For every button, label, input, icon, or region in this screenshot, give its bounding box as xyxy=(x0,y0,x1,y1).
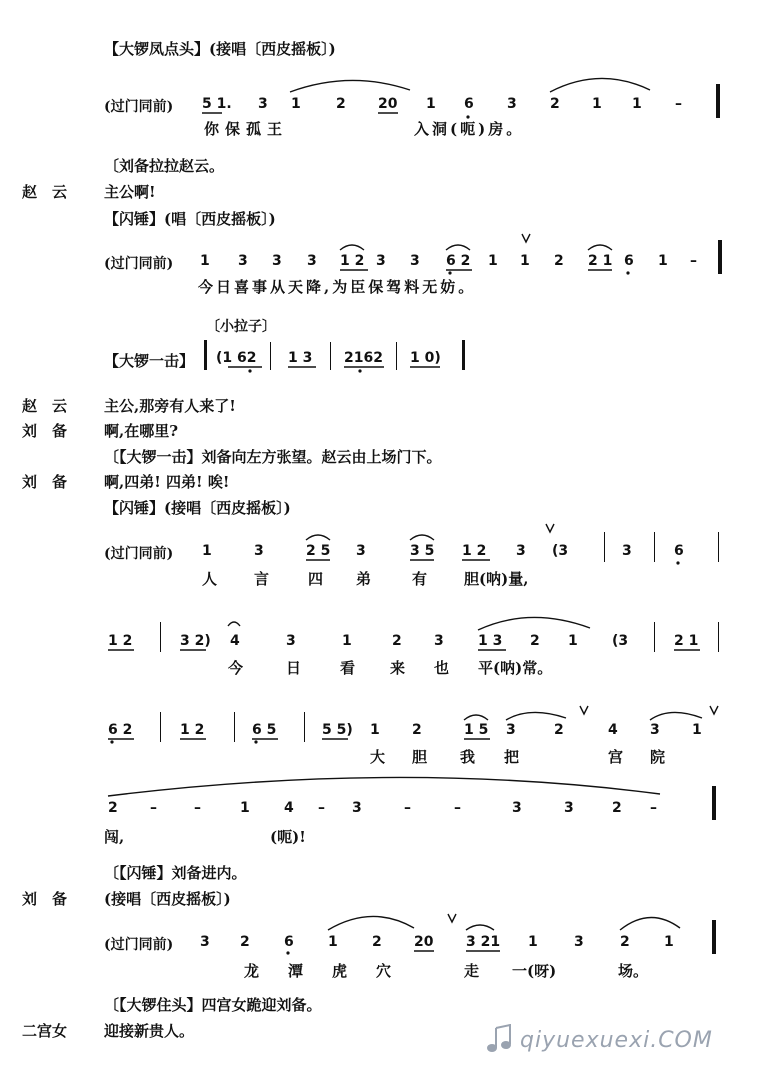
barline xyxy=(396,342,397,370)
note: 1 2 xyxy=(340,253,365,269)
note: 1 xyxy=(488,253,498,269)
note: 2 xyxy=(240,934,250,950)
note: 1 xyxy=(426,96,436,112)
barline xyxy=(160,622,161,652)
slur xyxy=(464,715,488,720)
lyric: 虎 xyxy=(332,962,348,980)
note: 2 xyxy=(412,722,422,738)
lyric: 来 xyxy=(390,659,406,677)
note: 2 xyxy=(392,633,402,649)
slur xyxy=(466,925,494,930)
note: 3 xyxy=(574,934,584,950)
note: 2 xyxy=(620,934,630,950)
speech-line: 啊,四弟! 四弟! 唉! xyxy=(104,473,230,491)
note: 3 xyxy=(356,543,366,559)
interlude-prefix: (过门同前) xyxy=(104,937,174,953)
note: – xyxy=(650,800,657,816)
lyric: 大 xyxy=(370,748,386,766)
note: 5 1. xyxy=(202,96,232,112)
note: – xyxy=(318,800,325,816)
role-liu-bei: 刘 备 xyxy=(22,890,68,908)
music-note-icon xyxy=(486,1024,514,1054)
note: 3 xyxy=(376,253,386,269)
lyric: 潭 xyxy=(288,962,304,980)
lyric: 闯, xyxy=(104,828,125,846)
note: 1 xyxy=(240,800,250,816)
note: 2 xyxy=(550,96,560,112)
octave-dot xyxy=(358,369,361,372)
lyric: 胆(呐)量, xyxy=(464,570,529,588)
end-barline xyxy=(716,84,720,118)
lyric: (呃)! xyxy=(270,828,306,846)
note: 1 xyxy=(291,96,301,112)
end-barline xyxy=(712,920,716,954)
note: 3 xyxy=(352,800,362,816)
slur xyxy=(620,917,680,930)
octave-dot xyxy=(286,951,289,954)
cue-xiao-la-zi: 〔小拉子〕 xyxy=(206,319,276,335)
note: – xyxy=(150,800,157,816)
stage-direction-1: 〔刘备拉拉赵云。 xyxy=(104,157,225,175)
octave-dot xyxy=(676,561,679,564)
octave-dot xyxy=(110,740,113,743)
note: 3 xyxy=(512,800,522,816)
lyric: 今 xyxy=(228,659,244,677)
fermata xyxy=(228,622,240,626)
note: 1 2 xyxy=(462,543,487,559)
note: 1 2 xyxy=(108,633,133,649)
note: 2 xyxy=(612,800,622,816)
slur xyxy=(506,712,566,720)
note: 3 xyxy=(507,96,517,112)
note: 3 xyxy=(307,253,317,269)
note: 1 xyxy=(632,96,642,112)
interlude-prefix: (过门同前) xyxy=(104,256,174,272)
breath-mark xyxy=(580,706,588,714)
slur xyxy=(446,245,470,250)
note: 6 2 xyxy=(108,722,133,738)
lyric: 胆 xyxy=(412,748,428,766)
barline xyxy=(234,712,235,742)
note: 6 xyxy=(464,96,474,112)
note: 6 xyxy=(284,934,294,950)
note: 1 5 xyxy=(464,722,489,738)
slur xyxy=(108,777,660,796)
lyric: 入洞(呃)房。 xyxy=(414,120,525,138)
note: 1 xyxy=(592,96,602,112)
note: 4 xyxy=(230,633,240,649)
slur xyxy=(588,245,612,250)
lyric: 日 xyxy=(286,659,302,677)
note: 3 5 xyxy=(410,543,435,559)
cue-da-luo-yi-ji: 【大锣一击】 xyxy=(104,352,195,370)
speech-line: 迎接新贵人。 xyxy=(104,1022,195,1040)
octave-dot xyxy=(248,369,251,372)
stage-direction-4: 〔【大锣住头】四宫女跪迎刘备。 xyxy=(104,996,322,1014)
barline xyxy=(330,342,331,370)
lyric: 有 xyxy=(412,570,428,588)
note: 3 xyxy=(516,543,526,559)
cue-da-luo-feng-dian-tou: 【大锣凤点头】(接唱〔西皮摇板〕) xyxy=(104,40,336,58)
barline xyxy=(160,712,161,742)
note: 2 xyxy=(108,800,118,816)
barline xyxy=(270,342,271,370)
note: 2 xyxy=(554,722,564,738)
role-er-gong-nv: 二宫女 xyxy=(22,1022,68,1040)
note: 3 xyxy=(506,722,516,738)
lyric: 弟 xyxy=(356,570,372,588)
measure: 1 3 xyxy=(288,350,313,366)
note: 1 xyxy=(520,253,530,269)
role-zhao-yun: 赵 云 xyxy=(22,397,68,415)
note: 3 xyxy=(200,934,210,950)
note: 4 xyxy=(608,722,618,738)
cue-shan-chui: 【闪锤】(接唱〔西皮摇板〕) xyxy=(104,499,291,517)
note: 6 xyxy=(674,543,684,559)
note: – xyxy=(690,253,697,269)
note: 1 xyxy=(200,253,210,269)
octave-dot xyxy=(254,740,257,743)
note: 1 xyxy=(568,633,578,649)
note: 3 2) xyxy=(180,633,211,649)
note: (3 xyxy=(552,543,569,559)
barline xyxy=(718,532,719,562)
note: 2 1 xyxy=(588,253,613,269)
note: 1 xyxy=(528,934,538,950)
note: 5 5) xyxy=(322,722,353,738)
lyric: 龙 xyxy=(244,962,260,980)
lyric: 平(呐)常。 xyxy=(478,659,553,677)
note: – xyxy=(454,800,461,816)
lyric: 场。 xyxy=(618,962,649,980)
end-barline xyxy=(712,786,716,820)
barline xyxy=(718,622,719,652)
lyric: 言 xyxy=(254,570,270,588)
stage-direction-3: 〔【闪锤】刘备进内。 xyxy=(104,864,247,882)
octave-dot xyxy=(448,271,451,274)
slur xyxy=(410,535,434,540)
note: 1 3 xyxy=(478,633,503,649)
note: 3 xyxy=(254,543,264,559)
lyric: 穴 xyxy=(376,962,392,980)
speech-line: 主公啊! xyxy=(104,183,156,201)
stage-direction-2: 〔【大锣一击】刘备向左方张望。赵云由上场门下。 xyxy=(104,448,442,466)
note: 1 xyxy=(658,253,668,269)
note: 3 xyxy=(410,253,420,269)
speech-line: 啊,在哪里? xyxy=(104,422,179,440)
lyric: 院 xyxy=(650,748,666,766)
slur xyxy=(550,78,650,92)
note: 1 xyxy=(370,722,380,738)
note: 2 xyxy=(372,934,382,950)
note: 4 xyxy=(284,800,294,816)
slur xyxy=(478,617,590,630)
cue-shan-chui: 【闪锤】(唱〔西皮摇板〕) xyxy=(104,210,276,228)
note: (3 xyxy=(612,633,629,649)
role-zhao-yun: 赵 云 xyxy=(22,183,68,201)
breath-mark xyxy=(522,234,530,242)
watermark: qiyuexuexi.COM xyxy=(520,1028,713,1053)
note: 1 xyxy=(692,722,702,738)
note: 3 xyxy=(434,633,444,649)
note: – xyxy=(675,96,682,112)
note: 2 xyxy=(336,96,346,112)
measure: (1 62 xyxy=(216,350,257,366)
breath-mark xyxy=(546,524,554,532)
slur xyxy=(650,712,702,720)
measure: 1 0) xyxy=(410,350,441,366)
note: 2 5 xyxy=(306,543,331,559)
note: 1 xyxy=(328,934,338,950)
breath-mark xyxy=(448,914,456,922)
note: 3 xyxy=(622,543,632,559)
barline xyxy=(304,712,305,742)
lyric: 看 xyxy=(340,659,356,677)
note: 1 xyxy=(664,934,674,950)
note: 3 xyxy=(258,96,268,112)
speech-line: 主公,那旁有人来了! xyxy=(104,397,236,415)
interlude-prefix: (过门同前) xyxy=(104,546,174,562)
measure: 2162 xyxy=(344,350,383,366)
note: 20 xyxy=(378,96,398,112)
lyric: 你保孤王 xyxy=(204,120,289,138)
note: 3 xyxy=(238,253,248,269)
note: 2 xyxy=(530,633,540,649)
note: 1 xyxy=(202,543,212,559)
note: 1 2 xyxy=(180,722,205,738)
note: 20 xyxy=(414,934,434,950)
lyric: 我 xyxy=(460,748,476,766)
note: 2 xyxy=(554,253,564,269)
note: 3 21 xyxy=(466,934,501,950)
note: 2 1 xyxy=(674,633,699,649)
note: 6 2 xyxy=(446,253,471,269)
barline xyxy=(654,532,655,562)
note: 3 xyxy=(286,633,296,649)
note: 3 xyxy=(564,800,574,816)
end-barline xyxy=(718,240,722,274)
note: 1 xyxy=(342,633,352,649)
note: – xyxy=(404,800,411,816)
lyric: 也 xyxy=(434,659,450,677)
note: 6 xyxy=(624,253,634,269)
role-liu-bei: 刘 备 xyxy=(22,422,68,440)
slur xyxy=(306,535,330,540)
lyrics-row-2: 今日喜事从天降,为臣保驾料无妨。 xyxy=(198,278,477,296)
lyric: 走 xyxy=(464,962,480,980)
note: 3 xyxy=(272,253,282,269)
note: 6 5 xyxy=(252,722,277,738)
slur xyxy=(340,245,364,250)
barline xyxy=(604,532,605,562)
lyric: 人 xyxy=(202,570,218,588)
repeat-barline-start xyxy=(204,340,207,370)
slur xyxy=(328,916,414,930)
lyric: 宫 xyxy=(608,748,624,766)
note: – xyxy=(194,800,201,816)
role-liu-bei: 刘 备 xyxy=(22,473,68,491)
breath-mark xyxy=(710,706,718,714)
lyric: 一(呀) xyxy=(512,962,557,980)
slur xyxy=(290,80,410,92)
lyric: 四 xyxy=(308,570,324,588)
barline xyxy=(654,622,655,652)
note: 3 xyxy=(650,722,660,738)
speech-line: (接唱〔西皮摇板〕) xyxy=(104,890,231,908)
lyric: 把 xyxy=(504,748,520,766)
interlude-prefix: (过门同前) xyxy=(104,99,174,115)
octave-dot xyxy=(626,271,629,274)
repeat-barline-end xyxy=(462,340,465,370)
